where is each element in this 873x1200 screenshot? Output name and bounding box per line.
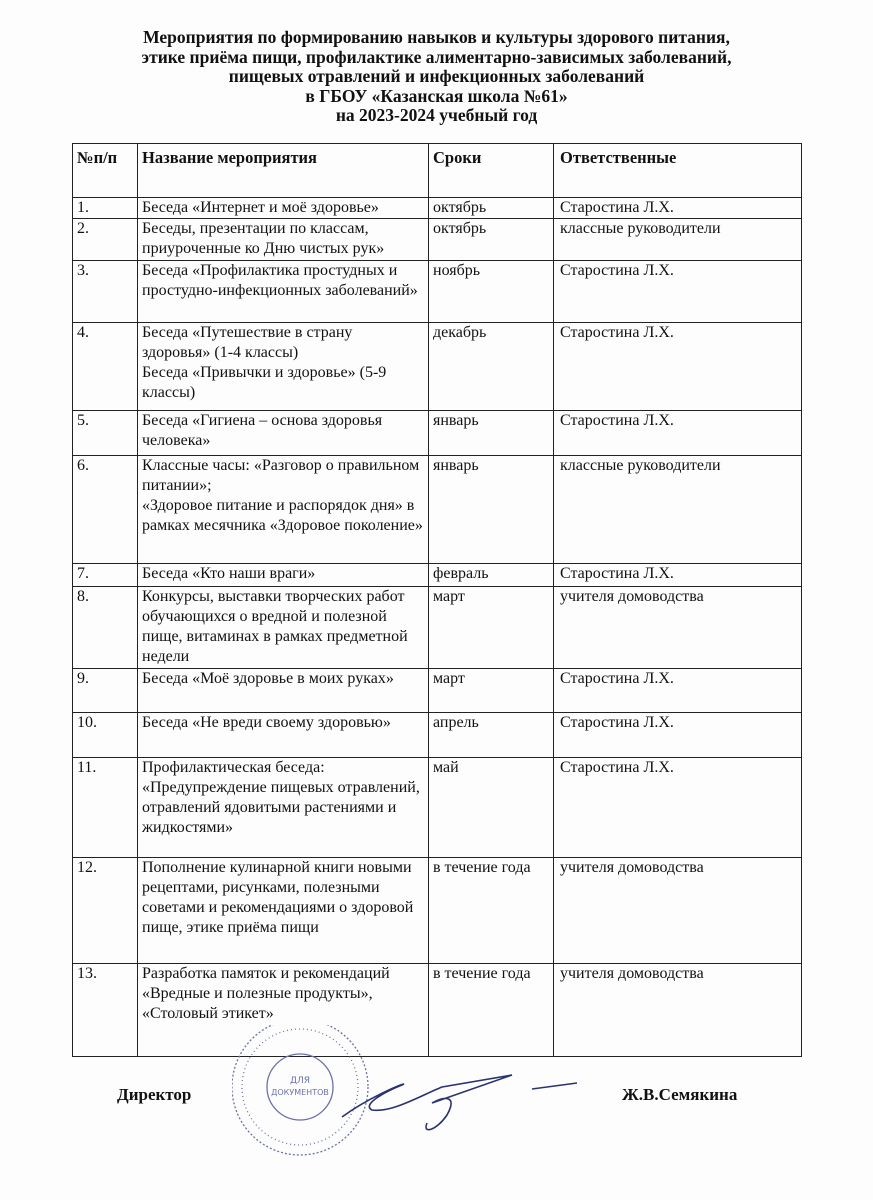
stamp-icon [232, 1025, 368, 1155]
event-name: Конкурсы, выставки творческих работ обучающихся о вредной и полезной пище, витаминах в рамках предметной недели [138, 587, 429, 669]
row-number: 3. [73, 261, 138, 323]
event-term: в течение года [429, 858, 554, 964]
table-row [73, 323, 802, 411]
title-line: в ГБОУ «Казанская школа №61» [305, 85, 568, 106]
event-name: Беседа «Гигиена – основа здоровья человека» [138, 411, 429, 456]
header-term: Сроки [429, 144, 554, 198]
table-row [73, 219, 802, 261]
event-name: Разработка памяток и рекомендаций «Вредные и полезные продукты», «Столовый этикет» [138, 964, 429, 1057]
events-table [72, 143, 802, 1057]
event-name: Беседа «Моё здоровье в моих руках» [138, 669, 429, 713]
table-header-row [73, 144, 802, 198]
event-responsible: Старостина Л.Х. [554, 758, 802, 858]
event-responsible: Старостина Л.Х. [554, 323, 802, 411]
event-responsible: учителя домоводства [554, 858, 802, 964]
row-number: 4. [73, 323, 138, 411]
row-number: 10. [73, 713, 138, 758]
svg-text:ДОКУМЕНТОВ: ДОКУМЕНТОВ [271, 1088, 329, 1097]
event-term: октябрь [429, 198, 554, 219]
row-number: 1. [73, 198, 138, 219]
event-term: октябрь [429, 219, 554, 261]
event-name: Беседа «Кто наши враги» [138, 564, 429, 587]
row-number: 2. [73, 219, 138, 261]
event-responsible: учителя домоводства [554, 964, 802, 1057]
event-responsible: Старостина Л.Х. [554, 713, 802, 758]
header-number: №п/п [73, 144, 138, 198]
event-term: март [429, 587, 554, 669]
header-responsible: Ответственные [554, 144, 802, 198]
signature-icon [342, 1075, 577, 1130]
table-row [73, 198, 802, 219]
event-responsible: Старостина Л.Х. [554, 198, 802, 219]
row-number: 6. [73, 456, 138, 564]
event-name: Беседа «Путешествие в страну здоровья» (1-4 классы) Беседа «Привычки и здоровье» (5-9 классы) [138, 323, 429, 411]
table-row [73, 858, 802, 964]
title-line: Мероприятия по формированию навыков и культуры здорового питания, [143, 27, 730, 47]
table-row [73, 587, 802, 669]
event-term: февраль [429, 564, 554, 587]
table-row [73, 564, 802, 587]
table-row [73, 713, 802, 758]
event-term: декабрь [429, 323, 554, 411]
row-number: 12. [73, 858, 138, 964]
stamp-and-signature [232, 1025, 682, 1165]
title-line: на 2023-2024 учебный год [335, 105, 538, 125]
row-number: 7. [73, 564, 138, 587]
document-title [0, 28, 873, 126]
row-number: 5. [73, 411, 138, 456]
event-name: Классные часы: «Разговор о правильном питании»; «Здоровое питание и распорядок дня» в рамках месячника «Здоровое поколение» [138, 456, 429, 564]
event-term: в течение года [429, 964, 554, 1057]
title-line: пищевых отравлений и инфекционных заболеваний [228, 66, 645, 86]
event-responsible: Старостина Л.Х. [554, 669, 802, 713]
event-responsible: учителя домоводства [554, 587, 802, 669]
event-term: январь [429, 456, 554, 564]
event-term: март [429, 669, 554, 713]
table-row [73, 411, 802, 456]
event-name: Пополнение кулинарной книги новыми рецептами, рисунками, полезными советами и рекомендациями о здоровой пище, этике приёма пищи [138, 858, 429, 964]
event-responsible: Старостина Л.Х. [554, 564, 802, 587]
table-row [73, 261, 802, 323]
table-row [73, 758, 802, 858]
event-term: ноябрь [429, 261, 554, 323]
event-name: Беседа «Не вреди своему здоровью» [138, 713, 429, 758]
event-responsible: классные руководители [554, 219, 802, 261]
event-name: Беседа «Интернет и моё здоровье» [138, 198, 429, 219]
event-name: Профилактическая беседа: «Предупреждение пищевых отравлений, отравлений ядовитыми растениями и жидкостями» [138, 758, 429, 858]
title-line: этике приёма пищи, профилактике алиментарно-зависимых заболеваний, [141, 46, 732, 67]
row-number: 9. [73, 669, 138, 713]
event-responsible: Старостина Л.Х. [554, 261, 802, 323]
director-name: Ж.В.Семякина [622, 1085, 738, 1104]
row-number: 8. [73, 587, 138, 669]
event-name: Беседы, презентации по классам, приуроченные ко Дню чистых рук» [138, 219, 429, 261]
event-name: Беседа «Профилактика простудных и простудно-инфекционных заболеваний» [138, 261, 429, 323]
event-term: май [429, 758, 554, 858]
table-row [73, 456, 802, 564]
event-responsible: Старостина Л.Х. [554, 411, 802, 456]
director-label: Директор [117, 1085, 192, 1104]
row-number: 11. [73, 758, 138, 858]
svg-text:ДЛЯ: ДЛЯ [289, 1076, 311, 1086]
row-number: 13. [73, 964, 138, 1057]
event-responsible: классные руководители [554, 456, 802, 564]
event-term: январь [429, 411, 554, 456]
event-term: апрель [429, 713, 554, 758]
header-name: Название мероприятия [138, 144, 429, 198]
table-row [73, 669, 802, 713]
